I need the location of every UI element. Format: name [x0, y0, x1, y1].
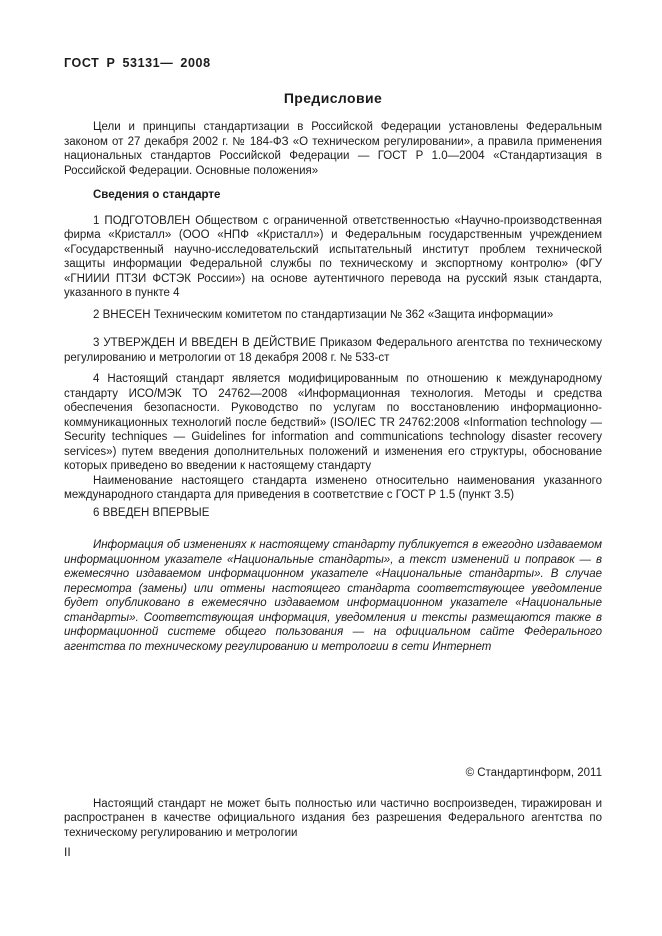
reproduction-restriction: Настоящий стандарт не может быть полностью или частично воспроизведен, тиражирован и распространен в качестве официального издания без разрешения Федерального агентства по техническому регулированию и метрологии: [64, 797, 602, 839]
amendments-notice: Информация об изменениях к настоящему стандарту публикуется в ежегодно издаваемом информационном указателе «Национальные стандарты», а текст изменений и поправок — в ежемесячно издаваемом информационном указателе «Национальные стандарты». В случае пересмотра (замены) или отмены настоящего стандарта соответствующее уведомление будет опубликовано в ежемесячно издаваемом информационном указателе «Национальные стандарты». Соответствующая информация, уведомления и тексты размещаются также в информационной системе общего пользования — на официальном сайте Федерального агентства по техническому регулированию и метрологии в сети Интернет: [64, 539, 602, 653]
item-3-approved: 3 УТВЕРЖДЕН И ВВЕДЕН В ДЕЙСТВИЕ Приказом Федерального агентства по техническому регулированию и метрологии от 18 декабря 2008 г. № 533-ст: [64, 337, 602, 364]
intro-paragraph: Цели и принципы стандартизации в Российской Федерации установлены Федеральным законом от 27 декабря 2002 г. № 184-ФЗ «О техническом регулировании», а правила применения национальных стандартов Российской Федерации — ГОСТ Р 1.0—2004 «Стандартизация в Российской Федерации. Основные положения»: [64, 121, 602, 177]
standard-designation: ГОСТ Р 53131— 2008: [64, 56, 211, 70]
page-title: Предисловие: [283, 90, 383, 106]
item-1-prepared: 1 ПОДГОТОВЛЕН Обществом с ограниченной ответственностью «Научно-производственная фирма «Кристалл» (ООО «НПФ «Кристалл») и Федеральным государственным учреждением «Государственный научно-исследовательский испытательный институт проблем технической защиты информации Федеральной службы по техническому и экспортному контролю» (ФГУ «ГНИИИ ПТЗИ ФСТЭК России») на основе аутентичного перевода на русский язык стандарта, указанного в пункте 4: [64, 214, 602, 299]
info-section-heading: Сведения о стандарте: [93, 189, 221, 201]
item-4-modified-standard: 4 Настоящий стандарт является модифицированным по отношению к международному стандарту ИСО/МЭК ТО 24762—2008 «Информационная технология. Методы и средства обеспечения безопасности. Руководство по услугам по восстановлению информационно-коммуникационных технологий после бедствий» (ISO/IEC TR 24762:2008 «Information technology — Security techniques — Guidelines for information and communications technology disaster recovery services») путем введения дополнительных положений и изменения его структуры, обоснование которых приведено во введении к настоящему стандарту: [64, 373, 602, 472]
copyright-line: © Стандартинформ, 2011: [465, 767, 602, 779]
item-6-introduced-first-time: 6 ВВЕДЕН ВПЕРВЫЕ: [93, 506, 210, 519]
item-2-submitted: 2 ВНЕСЕН Техническим комитетом по стандартизации № 362 «Защита информации»: [93, 308, 554, 321]
item-4-name-change-note: Наименование настоящего стандарта изменено относительно наименования указанного международного стандарта для приведения в соответствие с ГОСТ Р 1.5 (пункт 3.5): [64, 474, 602, 501]
page-number: II: [64, 845, 71, 859]
